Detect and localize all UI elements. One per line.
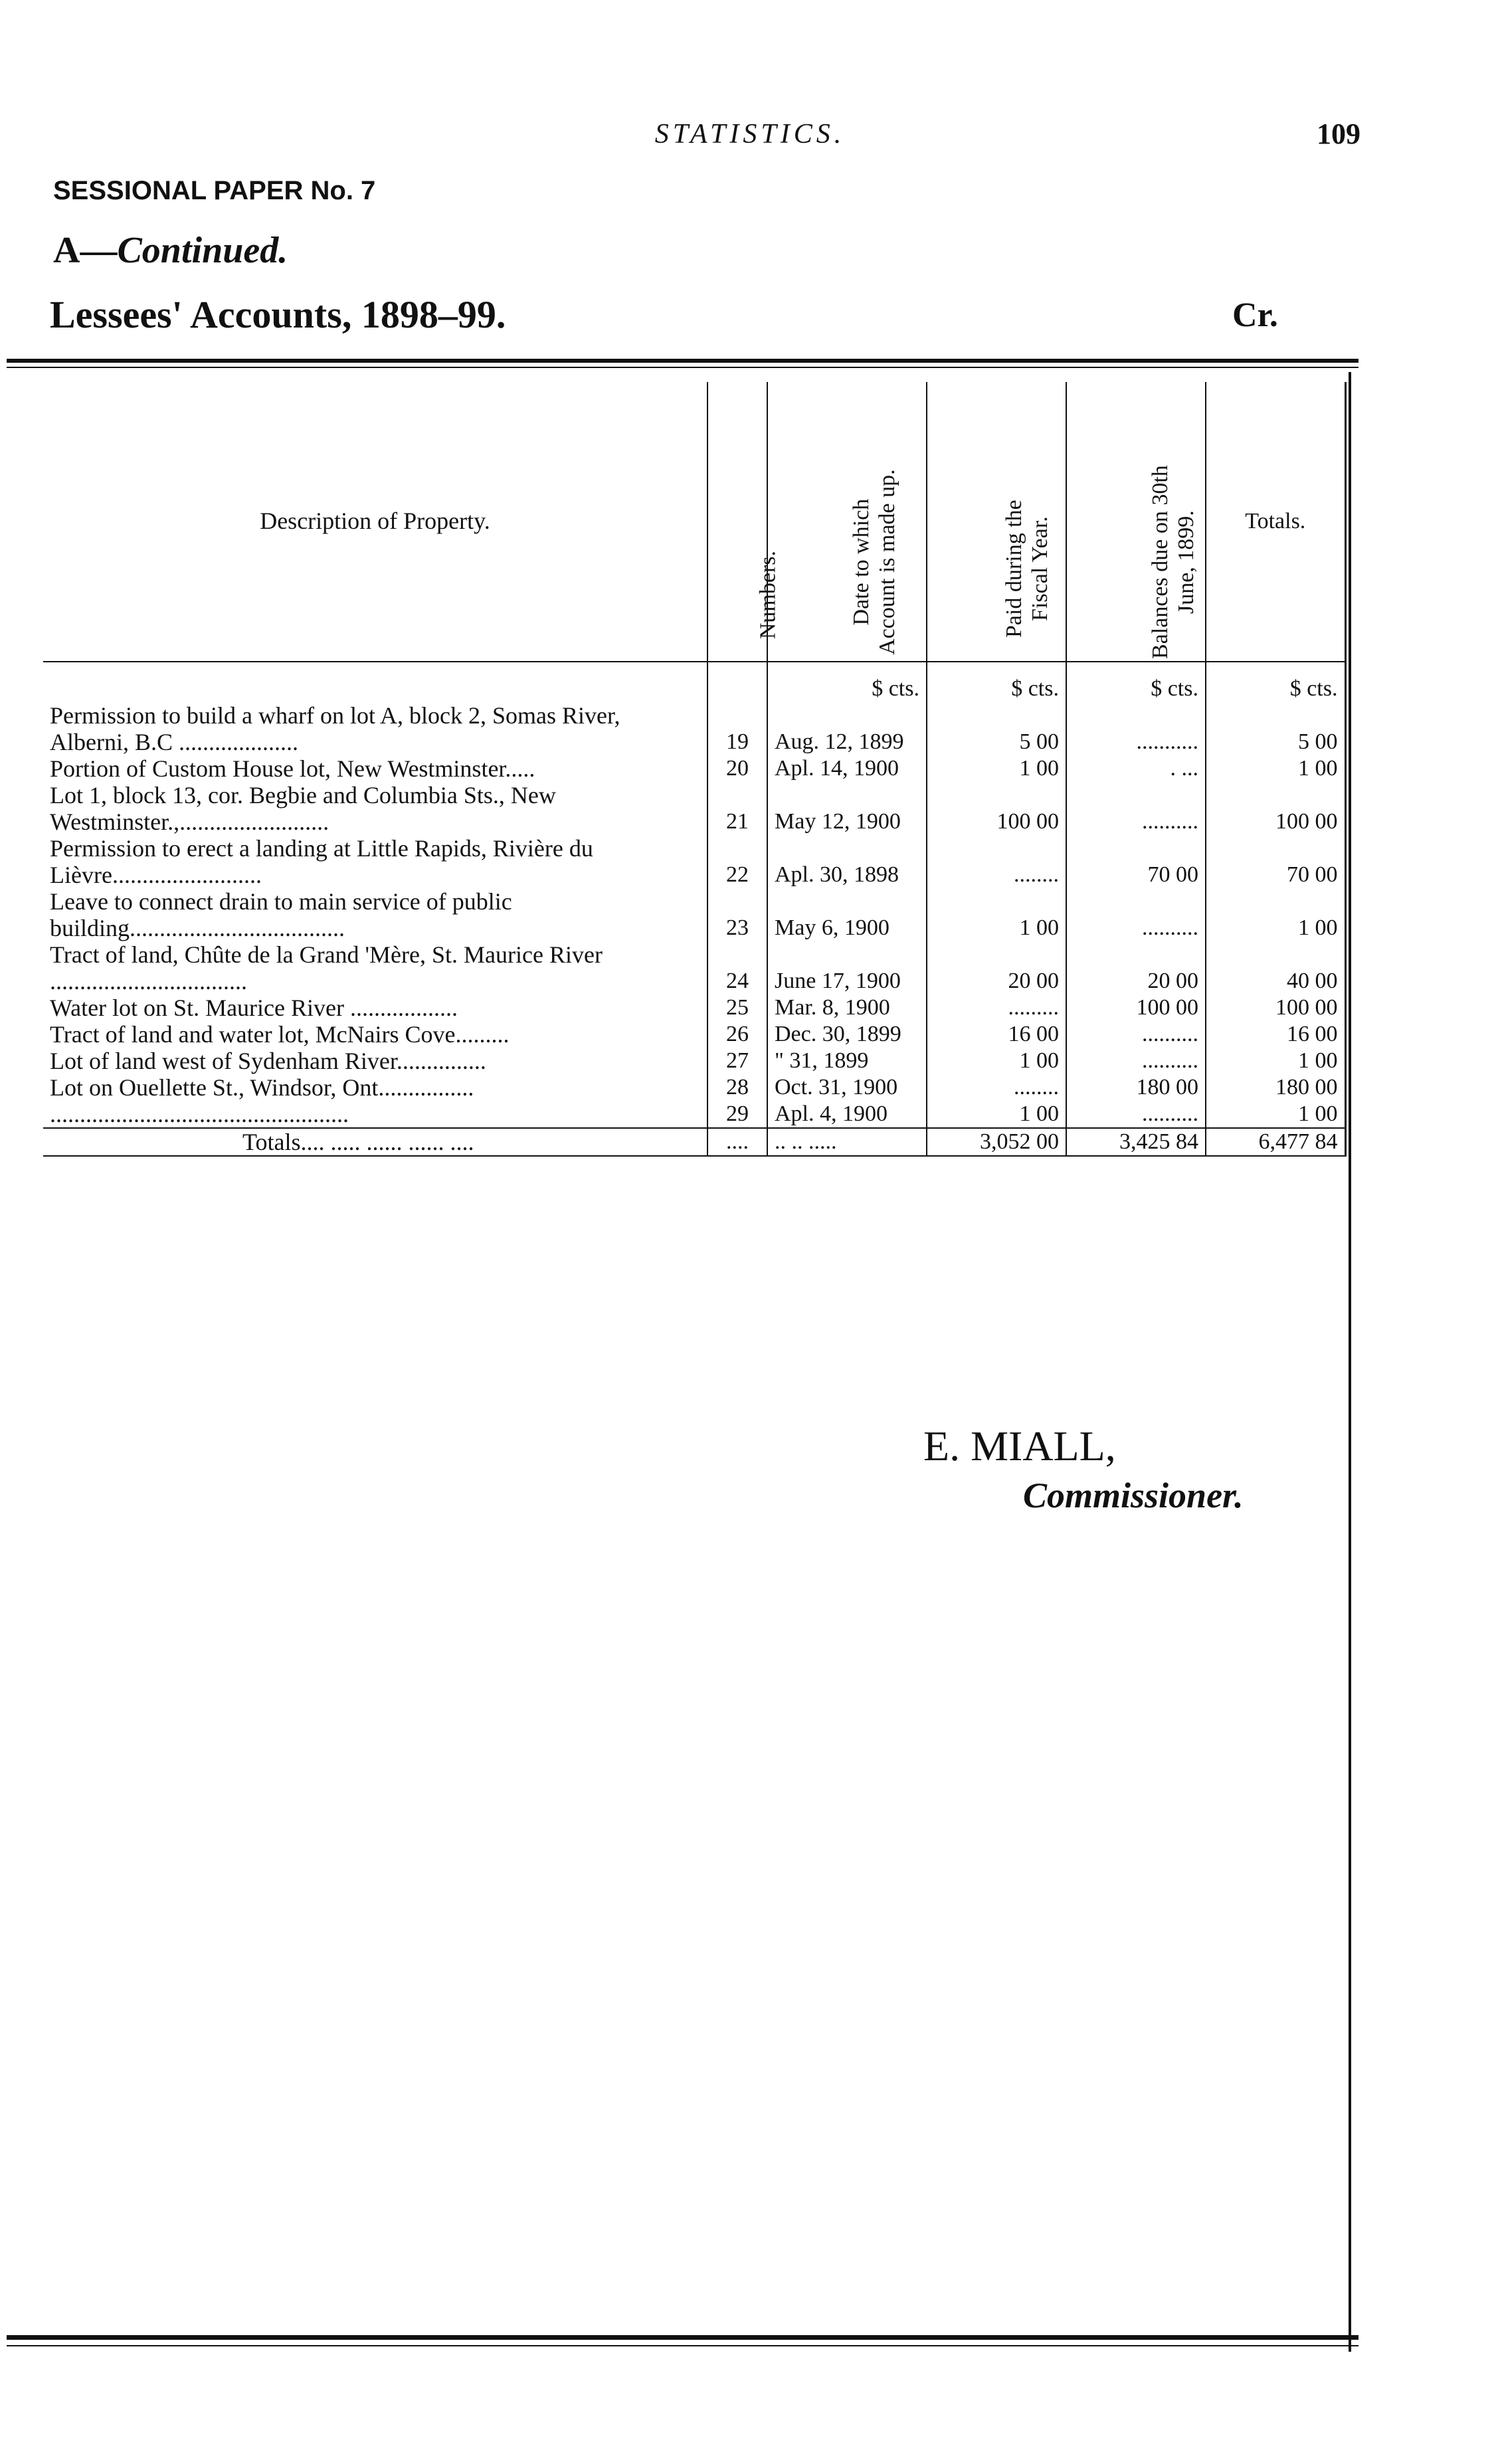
row-number: 23 bbox=[707, 888, 767, 941]
totals-label: Totals.... ..... ...... ...... .... bbox=[43, 1128, 707, 1156]
header-rule-thin bbox=[7, 367, 1359, 368]
row-balance: 100 00 bbox=[1066, 995, 1206, 1021]
row-number: 29 bbox=[707, 1101, 767, 1128]
row-balance: .......... bbox=[1066, 1101, 1206, 1128]
row-total: 1 00 bbox=[1206, 888, 1345, 941]
table-row bbox=[43, 888, 1345, 941]
unit-totals: $ cts. bbox=[1206, 662, 1345, 702]
unit-paid: $ cts. bbox=[927, 662, 1066, 702]
row-total: 100 00 bbox=[1206, 995, 1345, 1021]
row-total: 70 00 bbox=[1206, 835, 1345, 888]
header-date bbox=[767, 382, 927, 662]
row-paid: 100 00 bbox=[927, 782, 1066, 835]
row-description: Permission to build a wharf on lot A, block 2, Somas River, Alberni, B.C .................... bbox=[50, 702, 620, 755]
row-balance: 70 00 bbox=[1066, 835, 1206, 888]
header-numbers bbox=[707, 382, 781, 662]
page-number: 109 bbox=[1317, 118, 1360, 150]
row-description: Lot on Ouellette St., Windsor, Ont................ bbox=[50, 1074, 474, 1101]
credit-label: Cr. bbox=[1232, 296, 1278, 334]
row-paid: 5 00 bbox=[927, 702, 1066, 755]
row-description: .................................................. bbox=[50, 1101, 349, 1127]
continued-lead: A— bbox=[53, 230, 118, 271]
totals-total: 6,477 84 bbox=[1206, 1128, 1345, 1156]
header-balances bbox=[1066, 382, 1206, 662]
running-head: STATISTICS. bbox=[654, 119, 846, 149]
row-description: Leave to connect drain to main service of public building.................................... bbox=[50, 888, 512, 941]
row-number: 28 bbox=[707, 1074, 767, 1101]
table-row bbox=[43, 782, 1345, 835]
row-total: 180 00 bbox=[1206, 1074, 1345, 1101]
totals-row bbox=[43, 1128, 1345, 1156]
row-description: Permission to erect a landing at Little Rapids, Rivière du Lièvre......................... bbox=[50, 835, 593, 888]
table-row bbox=[43, 1101, 1345, 1128]
totals-number: .... bbox=[707, 1128, 767, 1156]
row-description: Tract of land, Chûte de la Grand 'Mère, St. Maurice River ................................. bbox=[50, 941, 603, 995]
table-row bbox=[43, 941, 1345, 995]
row-number: 22 bbox=[707, 835, 767, 888]
header-paid-text: Paid during the Fiscal Year. bbox=[1001, 500, 1052, 638]
row-number: 26 bbox=[707, 1021, 767, 1048]
row-date: Oct. 31, 1900 bbox=[767, 1074, 927, 1101]
row-date: Apl. 14, 1900 bbox=[767, 755, 927, 782]
row-total: 1 00 bbox=[1206, 755, 1345, 782]
table-row bbox=[43, 1021, 1345, 1048]
header-totals: Totals. bbox=[1206, 382, 1345, 662]
row-paid: 1 00 bbox=[927, 888, 1066, 941]
row-date: Aug. 12, 1899 bbox=[767, 702, 927, 755]
row-paid: 16 00 bbox=[927, 1021, 1066, 1048]
units-row bbox=[43, 662, 1345, 702]
sessional-paper-label: SESSIONAL PAPER No. 7 bbox=[53, 176, 376, 205]
row-number: 24 bbox=[707, 941, 767, 995]
row-number: 20 bbox=[707, 755, 767, 782]
footer-rule bbox=[7, 2335, 1359, 2340]
row-number: 19 bbox=[707, 702, 767, 755]
row-date: May 6, 1900 bbox=[767, 888, 927, 941]
row-description: Portion of Custom House lot, New Westminster..... bbox=[50, 755, 535, 782]
table-row bbox=[43, 1048, 1345, 1074]
lessees-accounts-table bbox=[43, 382, 1347, 1157]
row-balance: .......... bbox=[1066, 782, 1206, 835]
row-description: Water lot on St. Maurice River .................. bbox=[50, 995, 458, 1021]
row-balance: . ... bbox=[1066, 755, 1206, 782]
row-number: 25 bbox=[707, 995, 767, 1021]
continued-text: Continued. bbox=[117, 230, 288, 271]
totals-paid: 3,052 00 bbox=[927, 1128, 1066, 1156]
row-paid: ......... bbox=[927, 995, 1066, 1021]
unit-date: $ cts. bbox=[767, 662, 927, 702]
header-paid bbox=[927, 382, 1066, 662]
row-number: 27 bbox=[707, 1048, 767, 1074]
footer-rule-thin bbox=[7, 2345, 1359, 2346]
row-balance: .......... bbox=[1066, 1021, 1206, 1048]
table-row bbox=[43, 995, 1345, 1021]
header-date-text: Date to which Account is made up. bbox=[848, 469, 899, 655]
table-row bbox=[43, 1074, 1345, 1101]
row-date: Apl. 30, 1898 bbox=[767, 835, 927, 888]
accounts-title: Lessees' Accounts, 1898–99. bbox=[50, 293, 506, 336]
row-total: 100 00 bbox=[1206, 782, 1345, 835]
row-balance: ........... bbox=[1066, 702, 1206, 755]
row-date: Dec. 30, 1899 bbox=[767, 1021, 927, 1048]
row-number: 21 bbox=[707, 782, 767, 835]
header-numbers-text: Numbers. bbox=[755, 550, 781, 640]
signature-name: E. MIALL, bbox=[923, 1422, 1116, 1469]
row-paid: 1 00 bbox=[927, 1101, 1066, 1128]
table-row bbox=[43, 755, 1345, 782]
signature-title: Commissioner. bbox=[1023, 1475, 1244, 1515]
row-paid: 1 00 bbox=[927, 755, 1066, 782]
header-balances-text: Balances due on 30th June, 1899. bbox=[1147, 465, 1198, 659]
row-description: Tract of land and water lot, McNairs Cove......... bbox=[50, 1021, 510, 1048]
right-margin-rule bbox=[1349, 372, 1351, 2352]
totals-date: .. .. ..... bbox=[767, 1128, 927, 1156]
row-paid: 1 00 bbox=[927, 1048, 1066, 1074]
row-date: Apl. 4, 1900 bbox=[767, 1101, 927, 1128]
row-balance: 20 00 bbox=[1066, 941, 1206, 995]
totals-balance: 3,425 84 bbox=[1066, 1128, 1206, 1156]
header-description: Description of Property. bbox=[43, 382, 707, 662]
continued-heading bbox=[53, 229, 288, 272]
row-date: " 31, 1899 bbox=[767, 1048, 927, 1074]
row-total: 1 00 bbox=[1206, 1048, 1345, 1074]
row-total: 16 00 bbox=[1206, 1021, 1345, 1048]
row-total: 1 00 bbox=[1206, 1101, 1345, 1128]
row-balance: .......... bbox=[1066, 1048, 1206, 1074]
row-paid: ........ bbox=[927, 1074, 1066, 1101]
header-rule bbox=[7, 359, 1359, 363]
row-description: Lot 1, block 13, cor. Begbie and Columbia Sts., New Westminster.,......................... bbox=[50, 782, 556, 835]
row-total: 5 00 bbox=[1206, 702, 1345, 755]
unit-balances: $ cts. bbox=[1066, 662, 1206, 702]
row-date: Mar. 8, 1900 bbox=[767, 995, 927, 1021]
row-description: Lot of land west of Sydenham River............... bbox=[50, 1048, 486, 1074]
table-row bbox=[43, 702, 1345, 755]
row-paid: ........ bbox=[927, 835, 1066, 888]
row-date: May 12, 1900 bbox=[767, 782, 927, 835]
row-balance: 180 00 bbox=[1066, 1074, 1206, 1101]
row-paid: 20 00 bbox=[927, 941, 1066, 995]
row-balance: .......... bbox=[1066, 888, 1206, 941]
row-date: June 17, 1900 bbox=[767, 941, 927, 995]
row-total: 40 00 bbox=[1206, 941, 1345, 995]
table-row bbox=[43, 835, 1345, 888]
